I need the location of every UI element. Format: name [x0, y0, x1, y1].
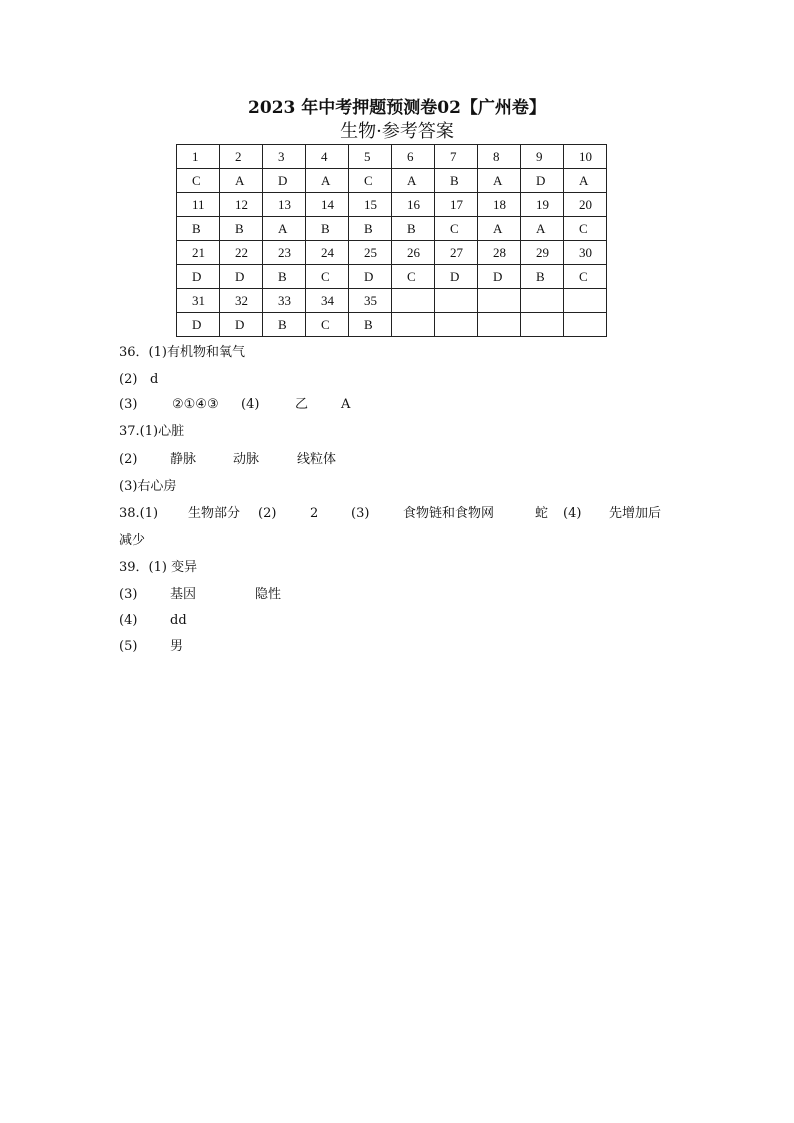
answer-cell: B — [306, 217, 349, 241]
question-number-cell: 35 — [349, 289, 392, 313]
answer-row — [177, 313, 607, 337]
answer-cell: B — [521, 265, 564, 289]
q39-answer-4: dd — [170, 613, 187, 628]
q38-answer-3b: 蛇 — [535, 506, 549, 521]
question-number-cell: 11 — [177, 193, 220, 217]
question-number-cell: 8 — [478, 145, 521, 169]
question-number-cell: 7 — [435, 145, 478, 169]
question-number-cell: 1 — [177, 145, 220, 169]
answer-cell: A — [392, 169, 435, 193]
question-number-cell: 15 — [349, 193, 392, 217]
question-number-cell: 10 — [564, 145, 607, 169]
answer-cell: B — [177, 217, 220, 241]
question-number-row — [177, 241, 607, 265]
q39-answer-3a: 基因 — [170, 587, 197, 602]
q36-answer-4: 乙 — [295, 397, 309, 412]
question-number-cell — [478, 289, 521, 313]
answer-cell: B — [349, 217, 392, 241]
question-number-cell: 17 — [435, 193, 478, 217]
question-number-cell: 9 — [521, 145, 564, 169]
question-number-cell: 26 — [392, 241, 435, 265]
q37-line-3: (3)右心房 — [119, 479, 177, 494]
question-number-cell — [564, 289, 607, 313]
q37-answer-2c: 线粒体 — [297, 452, 337, 467]
q36-answer-2: d — [150, 372, 159, 387]
q39-answer-3b: 隐性 — [255, 587, 282, 602]
question-number-cell: 23 — [263, 241, 306, 265]
answer-cell: B — [349, 313, 392, 337]
answer-cell: A — [306, 169, 349, 193]
q36-label-4: (4) — [241, 397, 260, 412]
answer-cell: D — [177, 313, 220, 337]
answer-cell: B — [220, 217, 263, 241]
answer-row — [177, 265, 607, 289]
q38-label-2: (2) — [258, 506, 277, 521]
q37-line-1: 37.(1)心脏 — [119, 424, 185, 439]
question-number-cell: 19 — [521, 193, 564, 217]
question-number-cell: 3 — [263, 145, 306, 169]
q38-answer-4: 先增加后 — [609, 506, 662, 521]
q38-answer-3: 食物链和食物网 — [403, 506, 495, 521]
answer-cell: D — [349, 265, 392, 289]
answer-cell: B — [263, 313, 306, 337]
question-number-cell: 25 — [349, 241, 392, 265]
question-number-row — [177, 193, 607, 217]
q39-answer-5: 男 — [170, 639, 184, 654]
answer-cell: A — [521, 217, 564, 241]
answer-cell: C — [435, 217, 478, 241]
answer-row — [177, 217, 607, 241]
q36-label-3: (3) — [119, 397, 138, 412]
answer-cell: C — [564, 265, 607, 289]
answer-cell: D — [263, 169, 306, 193]
answer-cell: D — [478, 265, 521, 289]
answer-cell: A — [263, 217, 306, 241]
question-number-cell: 30 — [564, 241, 607, 265]
answer-cell: C — [177, 169, 220, 193]
question-number-cell — [392, 289, 435, 313]
question-number-cell: 27 — [435, 241, 478, 265]
q36-line-1: 36．(1)有机物和氧气 — [119, 345, 245, 360]
question-number-cell: 29 — [521, 241, 564, 265]
question-number-cell — [521, 289, 564, 313]
q39-label-4: (4) — [119, 613, 138, 628]
question-number-row — [177, 145, 607, 169]
page-subtitle: 生物·参考答案 — [340, 121, 454, 142]
question-number-cell: 5 — [349, 145, 392, 169]
answer-cell — [392, 313, 435, 337]
answer-cell: B — [435, 169, 478, 193]
q37-answer-2a: 静脉 — [170, 452, 197, 467]
answer-row — [177, 169, 607, 193]
q38-label-3: (3) — [351, 506, 370, 521]
answer-cell: D — [177, 265, 220, 289]
question-number-cell: 22 — [220, 241, 263, 265]
q36-label-2: (2) — [119, 372, 138, 387]
question-number-cell: 12 — [220, 193, 263, 217]
question-number-cell: 13 — [263, 193, 306, 217]
answer-cell: C — [349, 169, 392, 193]
question-number-cell: 16 — [392, 193, 435, 217]
question-number-row — [177, 289, 607, 313]
question-number-cell: 14 — [306, 193, 349, 217]
answer-cell: B — [392, 217, 435, 241]
answer-cell: A — [220, 169, 263, 193]
q38-answer-1: 生物部分 — [188, 506, 241, 521]
question-number-cell: 21 — [177, 241, 220, 265]
answer-cell: A — [478, 217, 521, 241]
question-number-cell: 2 — [220, 145, 263, 169]
question-number-cell — [435, 289, 478, 313]
question-number-cell: 20 — [564, 193, 607, 217]
question-number-cell: 6 — [392, 145, 435, 169]
question-number-cell: 31 — [177, 289, 220, 313]
answer-cell: C — [564, 217, 607, 241]
answer-cell: C — [306, 313, 349, 337]
question-number-cell: 32 — [220, 289, 263, 313]
q38-label-1: 38.(1) — [119, 506, 159, 521]
question-number-cell: 28 — [478, 241, 521, 265]
q36-answer-3: ②①④③ — [172, 397, 219, 412]
question-number-cell: 4 — [306, 145, 349, 169]
answer-cell — [478, 313, 521, 337]
answer-cell: D — [521, 169, 564, 193]
q37-label-2: (2) — [119, 452, 138, 467]
q38-label-4: (4) — [563, 506, 582, 521]
answer-cell: D — [435, 265, 478, 289]
answer-cell: C — [392, 265, 435, 289]
answer-cell: A — [564, 169, 607, 193]
answer-table — [176, 144, 607, 337]
page-title: 2023 年中考押题预测卷02【广州卷】 — [248, 98, 546, 118]
answer-cell: D — [220, 265, 263, 289]
q39-line-1: 39．(1) 变异 — [119, 560, 198, 575]
answer-cell — [435, 313, 478, 337]
q39-label-3: (3) — [119, 587, 138, 602]
q38-answer-2: 2 — [310, 506, 319, 521]
answer-cell — [564, 313, 607, 337]
answer-cell: D — [220, 313, 263, 337]
answer-cell: A — [478, 169, 521, 193]
question-number-cell: 24 — [306, 241, 349, 265]
question-number-cell: 33 — [263, 289, 306, 313]
answer-cell — [521, 313, 564, 337]
q37-answer-2b: 动脉 — [233, 452, 260, 467]
question-number-cell: 34 — [306, 289, 349, 313]
q36-answer-4-option: A — [341, 397, 351, 412]
question-number-cell: 18 — [478, 193, 521, 217]
answer-cell: B — [263, 265, 306, 289]
q38-line-2: 减少 — [119, 533, 146, 548]
q39-label-5: (5) — [119, 639, 138, 654]
answer-cell: C — [306, 265, 349, 289]
